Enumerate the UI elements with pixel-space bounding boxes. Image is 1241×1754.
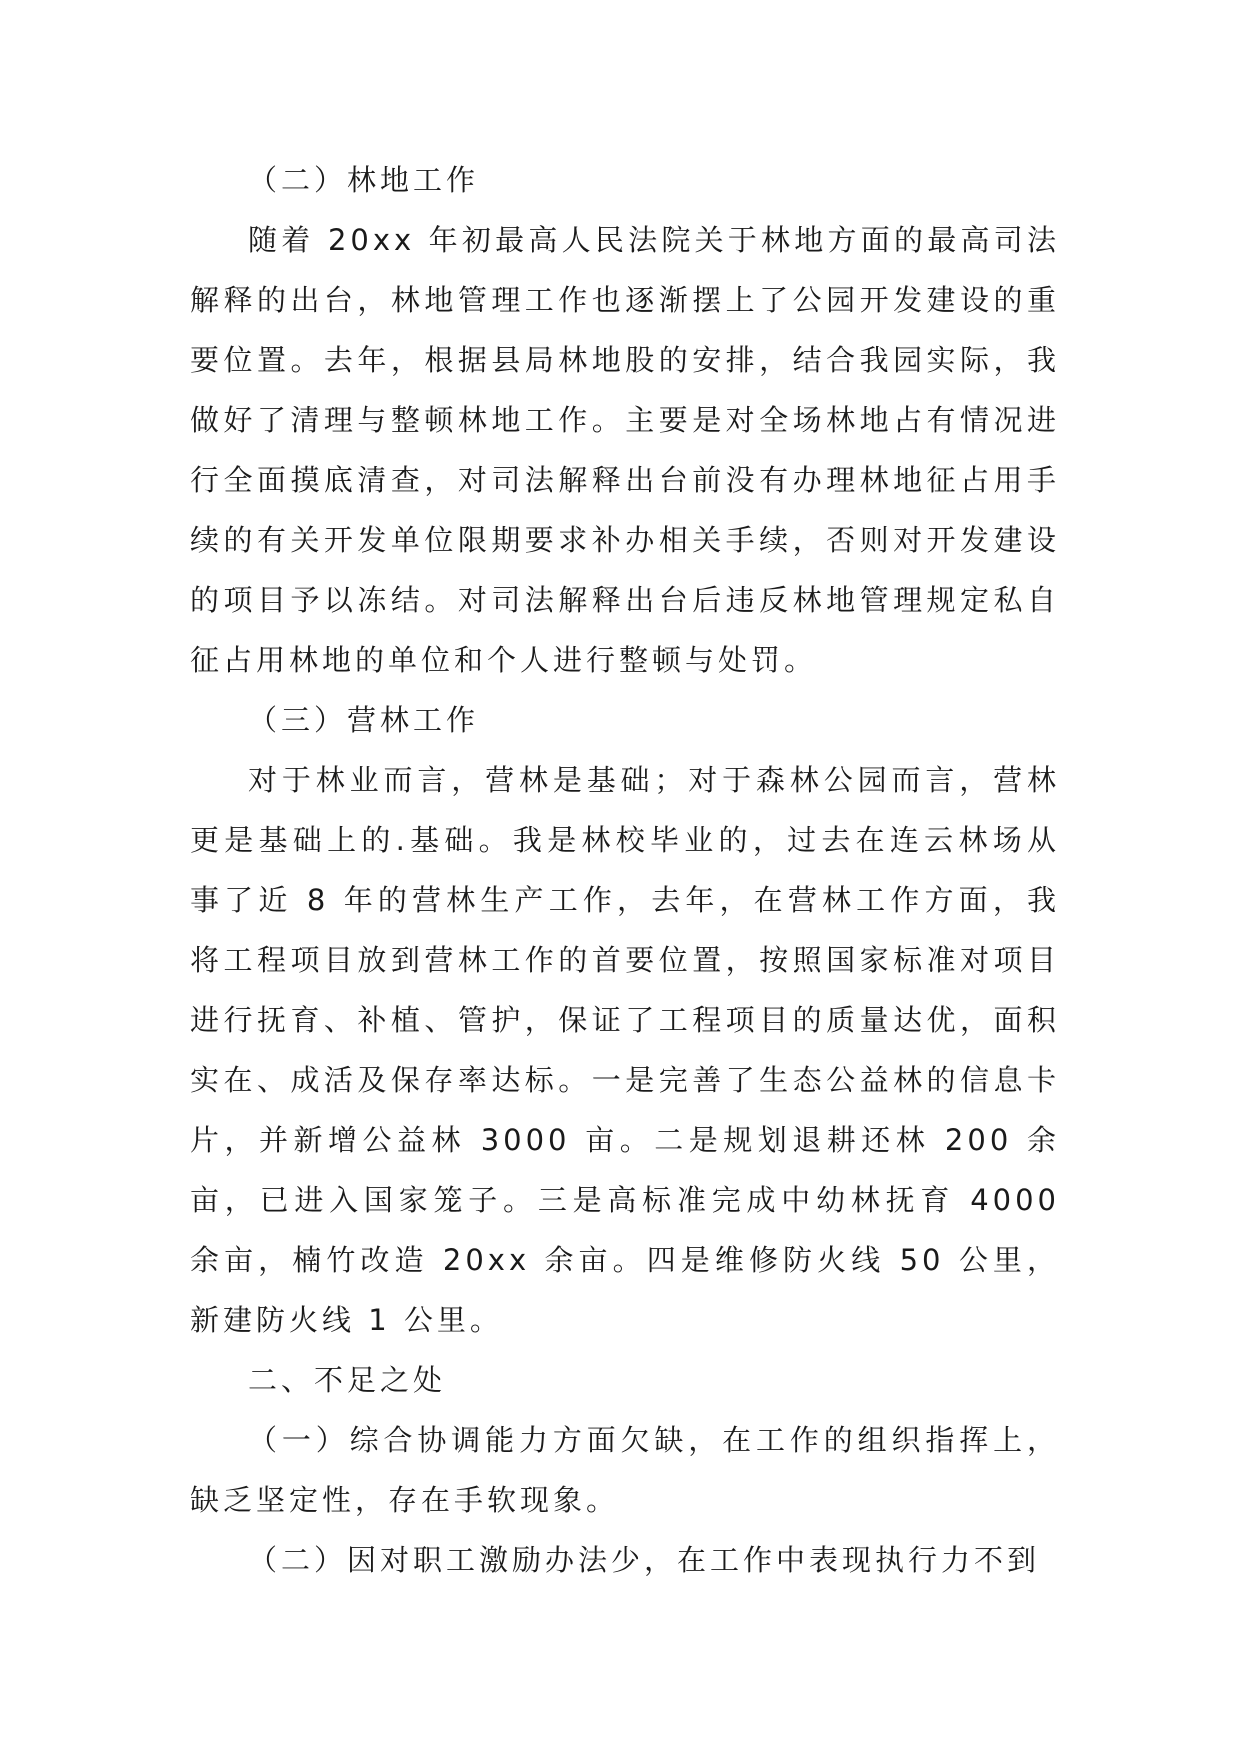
paragraph-forest-land: 随着 20xx 年初最高人民法院关于林地方面的最高司法解释的出台，林地管理工作也逐渐摆上了公园开发建设的重要位置。去年，根据县局林地股的安排，结合我园实际，我做好了清理与整顿林地工作。主要是对全场林地占有情况进行全面摸底清查，对司法解释出台前没有办理林地征占用手续的有关开发单位限期要求补办相关手续，否则对开发建设的项目予以冻结。对司法解释出台后违反林地管理规定私自征占用林地的单位和个人进行整顿与处罚。 xyxy=(190,223,1060,677)
paragraph-shortcoming-1: （一）综合协调能力方面欠缺，在工作的组织指挥上，缺乏坚定性，存在手软现象。 xyxy=(190,1423,1060,1517)
document-body xyxy=(190,150,1060,1590)
section-heading-forest-land: （二）林地工作 xyxy=(248,163,480,197)
section-heading-afforestation: （三）营林工作 xyxy=(248,703,480,737)
section-heading-shortcomings: 二、不足之处 xyxy=(248,1363,447,1397)
paragraph-shortcoming-2: （二）因对职工激励办法少，在工作中表现执行力不到 xyxy=(248,1543,1041,1577)
paragraph-afforestation: 对于林业而言，营林是基础；对于森林公园而言，营林更是基础上的.基础。我是林校毕业的，过去在连云林场从事了近 8 年的营林生产工作，去年，在营林工作方面，我将工程项目放到营林工作的首要位置，按照国家标准对项目进行抚育、补植、管护，保证了工程项目的质量达优，面积实在、成活及保存率达标。一是完善了生态公益林的信息卡片，并新增公益林 3000 亩。二是规划退耕还林 200 余亩，已进入国家笼子。三是高标准完成中幼林抚育 4000 余亩，楠竹改造 20xx 余亩。四是维修防火线 50 公里，新建防火线 1 公里。 xyxy=(190,763,1060,1337)
